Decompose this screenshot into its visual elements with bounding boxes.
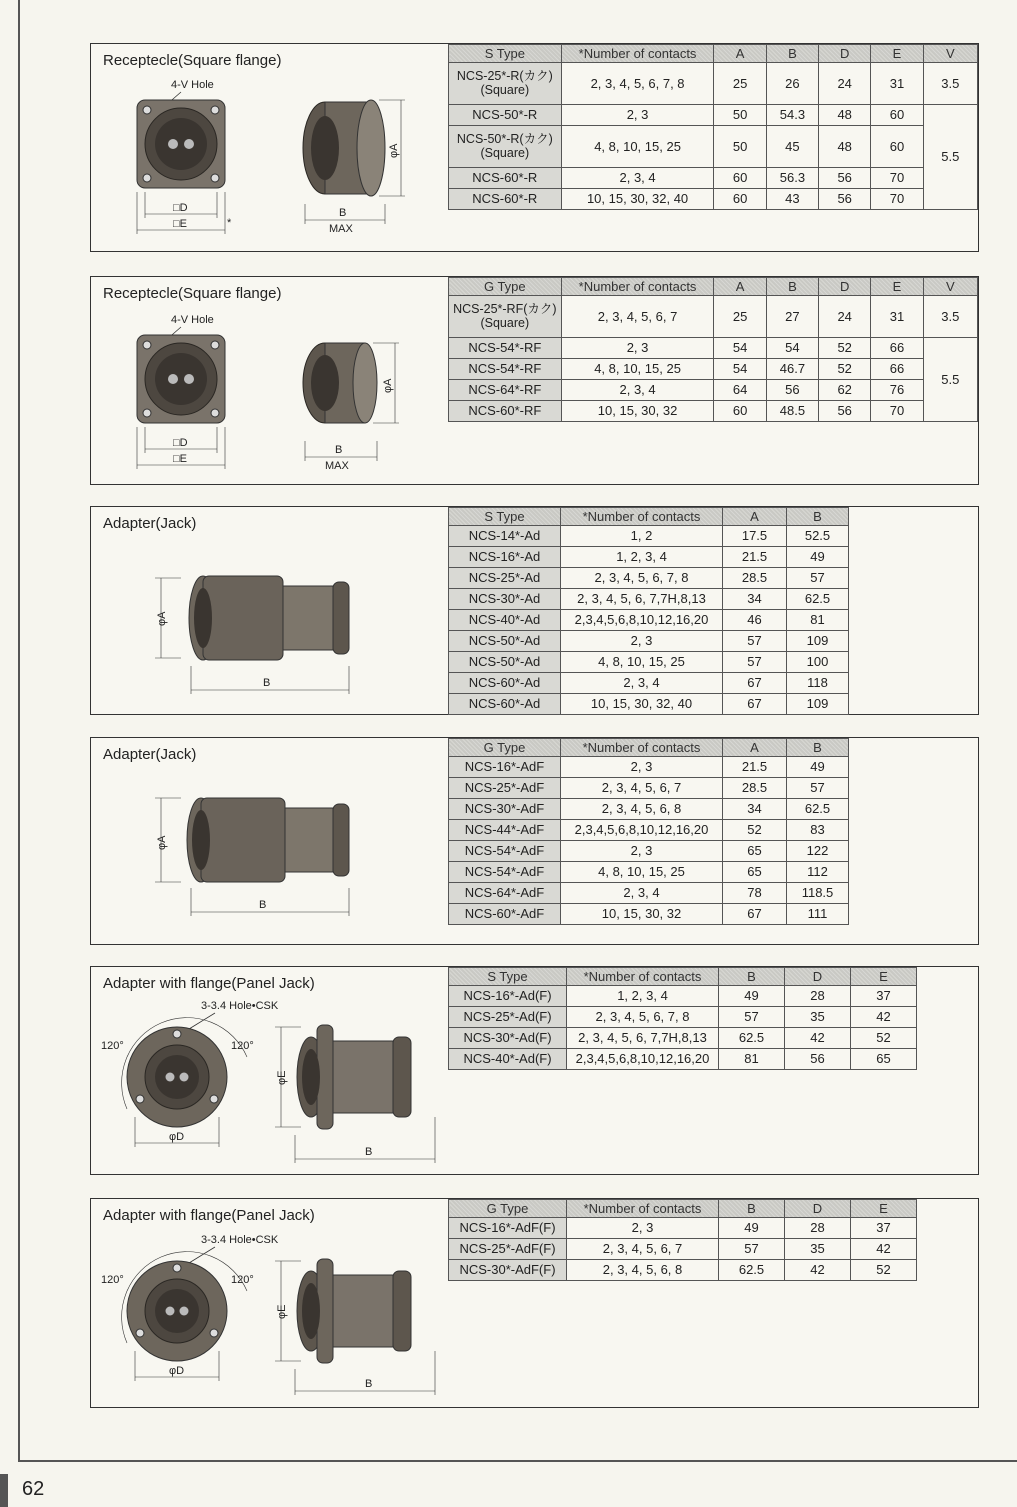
value-cell: 17.5 <box>723 526 787 547</box>
table-row <box>449 820 849 841</box>
contacts-cell: 2, 3, 4, 5, 6, 8 <box>561 799 723 820</box>
type-cell: NCS-60*-AdF <box>449 904 561 925</box>
value-cell: 56 <box>766 380 818 401</box>
value-cell: 118 <box>787 673 849 694</box>
v-cell: 5.5 <box>923 338 977 422</box>
header-type: G Type <box>449 278 562 296</box>
header-b: B <box>766 278 818 296</box>
value-cell: 112 <box>787 862 849 883</box>
table-row <box>449 568 849 589</box>
table-row <box>449 986 917 1007</box>
value-cell: 49 <box>719 986 785 1007</box>
value-cell: 83 <box>787 820 849 841</box>
section-title: Receptecle(Square flange) <box>103 285 282 302</box>
page-edge-mark <box>0 1474 8 1507</box>
header-e: E <box>851 1200 917 1218</box>
type-cell: NCS-54*-RF <box>449 338 562 359</box>
table-row <box>449 1239 917 1260</box>
section-title: Adapter(Jack) <box>103 515 197 532</box>
type-cell: NCS-30*-AdF <box>449 799 561 820</box>
value-cell: 66 <box>871 359 923 380</box>
table-row <box>449 1028 917 1049</box>
value-cell: 60 <box>714 189 766 210</box>
type-cell: NCS-54*-AdF <box>449 841 561 862</box>
header-e: E <box>871 45 923 63</box>
section-title: Adapter with flange(Panel Jack) <box>103 1207 315 1224</box>
value-cell: 56 <box>819 189 871 210</box>
value-cell: 54 <box>714 338 766 359</box>
value-cell: 24 <box>819 63 871 105</box>
header-b: B <box>787 508 849 526</box>
value-cell: 81 <box>787 610 849 631</box>
contacts-cell: 2, 3, 4, 5, 6, 7,7H,8,13 <box>567 1028 719 1049</box>
type-cell: NCS-44*-AdF <box>449 820 561 841</box>
table-row <box>449 526 849 547</box>
value-cell: 54.3 <box>766 105 818 126</box>
angle-left-label: 120° <box>101 1040 124 1052</box>
value-cell: 57 <box>719 1007 785 1028</box>
type-cell: NCS-60*-Ad <box>449 694 561 715</box>
section-title: Adapter with flange(Panel Jack) <box>103 975 315 992</box>
hole-label: 4-V Hole <box>171 79 214 91</box>
table-row <box>449 63 978 105</box>
table-row <box>449 673 849 694</box>
value-cell: 70 <box>871 189 923 210</box>
contacts-cell: 4, 8, 10, 15, 25 <box>561 862 723 883</box>
contacts-cell: 2, 3 <box>561 757 723 778</box>
value-cell: 21.5 <box>723 757 787 778</box>
value-cell: 56 <box>785 1049 851 1070</box>
header-type: S Type <box>449 45 562 63</box>
dim-d-label: □D <box>173 437 188 449</box>
table-row <box>449 631 849 652</box>
table-row <box>449 841 849 862</box>
table-row <box>449 652 849 673</box>
dim-a-label: φA <box>382 378 394 393</box>
header-contacts: *Number of contacts <box>567 968 719 986</box>
type-cell: NCS-50*-Ad <box>449 631 561 652</box>
table-row <box>449 547 849 568</box>
value-cell: 64 <box>714 380 766 401</box>
type-cell: NCS-25*-AdF <box>449 778 561 799</box>
section-title: Receptecle(Square flange) <box>103 52 282 69</box>
value-cell: 31 <box>871 63 923 105</box>
value-cell: 27 <box>766 296 818 338</box>
value-cell: 46 <box>723 610 787 631</box>
angle-right-label: 120° <box>231 1274 254 1286</box>
contacts-cell: 4, 8, 10, 15, 25 <box>561 359 714 380</box>
header-contacts: *Number of contacts <box>567 1200 719 1218</box>
type-cell: NCS-54*-AdF <box>449 862 561 883</box>
header-contacts: *Number of contacts <box>561 508 723 526</box>
value-cell: 26 <box>766 63 818 105</box>
header-a: A <box>723 739 787 757</box>
value-cell: 65 <box>851 1049 917 1070</box>
value-cell: 48.5 <box>766 401 818 422</box>
table-row <box>449 189 978 210</box>
header-type: G Type <box>449 1200 567 1218</box>
type-cell: NCS-25*-Ad <box>449 568 561 589</box>
type-cell: NCS-25*-RF(カク)(Square) <box>449 296 562 338</box>
table-row <box>449 862 849 883</box>
value-cell: 28 <box>785 1218 851 1239</box>
value-cell: 28 <box>785 986 851 1007</box>
contacts-cell: 2, 3, 4 <box>561 168 714 189</box>
type-cell: NCS-16*-AdF <box>449 757 561 778</box>
type-cell: NCS-60*-R <box>449 189 562 210</box>
value-cell: 52 <box>851 1260 917 1281</box>
contacts-cell: 2, 3 <box>561 338 714 359</box>
type-cell: NCS-16*-AdF(F) <box>449 1218 567 1239</box>
section-title: Adapter(Jack) <box>103 746 197 763</box>
contacts-cell: 1, 2, 3, 4 <box>567 986 719 1007</box>
value-cell: 60 <box>871 126 923 168</box>
value-cell: 52.5 <box>787 526 849 547</box>
value-cell: 57 <box>723 652 787 673</box>
value-cell: 66 <box>871 338 923 359</box>
value-cell: 62.5 <box>719 1260 785 1281</box>
value-cell: 25 <box>714 63 766 105</box>
header-type: S Type <box>449 508 561 526</box>
contacts-cell: 10, 15, 30, 32 <box>561 401 714 422</box>
value-cell: 45 <box>766 126 818 168</box>
value-cell: 52 <box>819 359 871 380</box>
type-cell: NCS-25*-R(カク)(Square) <box>449 63 562 105</box>
value-cell: 122 <box>787 841 849 862</box>
section-adapter-jack-s-type <box>90 506 979 715</box>
type-cell: NCS-54*-RF <box>449 359 562 380</box>
hole-label: 3-3.4 Hole•CSK <box>201 1234 279 1246</box>
contacts-cell: 10, 15, 30, 32, 40 <box>561 694 723 715</box>
value-cell: 60 <box>714 168 766 189</box>
value-cell: 78 <box>723 883 787 904</box>
contacts-cell: 2, 3 <box>561 105 714 126</box>
value-cell: 67 <box>723 904 787 925</box>
value-cell: 67 <box>723 694 787 715</box>
section-adapter-jack-g-type <box>90 737 979 945</box>
hole-label: 3-3.4 Hole•CSK <box>201 1000 279 1012</box>
header-b: B <box>719 968 785 986</box>
value-cell: 37 <box>851 986 917 1007</box>
table-row <box>449 380 978 401</box>
value-cell: 48 <box>819 105 871 126</box>
contacts-cell: 4, 8, 10, 15, 25 <box>561 126 714 168</box>
type-cell: NCS-50*-R <box>449 105 562 126</box>
value-cell: 43 <box>766 189 818 210</box>
spec-table <box>448 1199 917 1281</box>
value-cell: 56 <box>819 168 871 189</box>
section-receptacle-g-type <box>90 276 979 485</box>
receptacle-square-drawing <box>129 74 429 244</box>
value-cell: 57 <box>723 631 787 652</box>
header-d: D <box>819 45 871 63</box>
dim-b-label: B <box>365 1146 373 1158</box>
table-row <box>449 401 978 422</box>
header-v: V <box>923 45 977 63</box>
contacts-cell: 2, 3, 4, 5, 6, 7,7H,8,13 <box>561 589 723 610</box>
contacts-cell: 2, 3, 4, 5, 6, 8 <box>567 1260 719 1281</box>
value-cell: 70 <box>871 168 923 189</box>
dim-b-label: B <box>263 677 271 689</box>
adapter-jack-drawing <box>151 788 371 928</box>
type-cell: NCS-30*-Ad <box>449 589 561 610</box>
contacts-cell: 2, 3 <box>561 841 723 862</box>
note-mark: * <box>227 217 232 229</box>
table-row <box>449 1260 917 1281</box>
type-cell: NCS-50*-R(カク)(Square) <box>449 126 562 168</box>
type-cell: NCS-25*-Ad(F) <box>449 1007 567 1028</box>
value-cell: 100 <box>787 652 849 673</box>
dim-a-label: φA <box>388 143 400 158</box>
value-cell: 49 <box>719 1218 785 1239</box>
value-cell: 35 <box>785 1007 851 1028</box>
section-adapter-flange-g-type <box>90 1198 979 1408</box>
header-type: S Type <box>449 968 567 986</box>
value-cell: 57 <box>787 568 849 589</box>
value-cell: 37 <box>851 1218 917 1239</box>
header-v: V <box>923 278 977 296</box>
value-cell: 54 <box>714 359 766 380</box>
value-cell: 42 <box>785 1260 851 1281</box>
value-cell: 34 <box>723 589 787 610</box>
contacts-cell: 1, 2 <box>561 526 723 547</box>
table-row <box>449 757 849 778</box>
table-row <box>449 589 849 610</box>
contacts-cell: 2, 3, 4, 5, 6, 7 <box>567 1239 719 1260</box>
table-row <box>449 1218 917 1239</box>
type-cell: NCS-16*-Ad(F) <box>449 986 567 1007</box>
value-cell: 42 <box>785 1028 851 1049</box>
spec-table <box>448 967 917 1070</box>
value-cell: 57 <box>787 778 849 799</box>
value-cell: 67 <box>723 673 787 694</box>
table-row <box>449 1049 917 1070</box>
table-row <box>449 778 849 799</box>
hole-label: 4-V Hole <box>171 314 214 326</box>
type-cell: NCS-60*-RF <box>449 401 562 422</box>
value-cell: 56.3 <box>766 168 818 189</box>
type-cell: NCS-64*-RF <box>449 380 562 401</box>
type-cell: NCS-60*-R <box>449 168 562 189</box>
type-cell: NCS-40*-Ad <box>449 610 561 631</box>
table-row <box>449 799 849 820</box>
type-cell: NCS-16*-Ad <box>449 547 561 568</box>
value-cell: 60 <box>871 105 923 126</box>
table-row <box>449 338 978 359</box>
value-cell: 54 <box>766 338 818 359</box>
contacts-cell: 2,3,4,5,6,8,10,12,16,20 <box>561 610 723 631</box>
table-row <box>449 1007 917 1028</box>
header-b: B <box>719 1200 785 1218</box>
value-cell: 76 <box>871 380 923 401</box>
table-row <box>449 105 978 126</box>
contacts-cell: 2, 3, 4 <box>561 380 714 401</box>
adapter-flange-drawing <box>97 997 447 1169</box>
dim-b-label: B <box>339 207 347 219</box>
type-cell: NCS-40*-Ad(F) <box>449 1049 567 1070</box>
value-cell: 49 <box>787 547 849 568</box>
value-cell: 24 <box>819 296 871 338</box>
value-cell: 62.5 <box>787 799 849 820</box>
header-d: D <box>785 968 851 986</box>
value-cell: 70 <box>871 401 923 422</box>
header-contacts: *Number of contacts <box>561 278 714 296</box>
type-cell: NCS-30*-AdF(F) <box>449 1260 567 1281</box>
dim-e-label: φE <box>276 1304 288 1319</box>
v-cell: 3.5 <box>923 296 977 338</box>
table-row <box>449 883 849 904</box>
contacts-cell: 2, 3 <box>561 631 723 652</box>
value-cell: 62.5 <box>719 1028 785 1049</box>
table-row <box>449 610 849 631</box>
type-cell: NCS-60*-Ad <box>449 673 561 694</box>
type-cell: NCS-64*-AdF <box>449 883 561 904</box>
value-cell: 28.5 <box>723 778 787 799</box>
section-adapter-flange-s-type <box>90 966 979 1175</box>
header-a: A <box>714 45 766 63</box>
value-cell: 109 <box>787 631 849 652</box>
receptacle-square-drawing <box>129 307 429 477</box>
header-d: D <box>785 1200 851 1218</box>
spec-table <box>448 738 849 925</box>
contacts-cell: 2, 3, 4, 5, 6, 7, 8 <box>561 568 723 589</box>
v-cell: 5.5 <box>923 105 977 210</box>
angle-right-label: 120° <box>231 1040 254 1052</box>
adapter-flange-drawing <box>97 1229 447 1401</box>
dim-d-label: φD <box>169 1365 185 1377</box>
header-type: G Type <box>449 739 561 757</box>
angle-left-label: 120° <box>101 1274 124 1286</box>
dim-max-label: MAX <box>329 223 353 235</box>
dim-a-label: φA <box>156 611 168 626</box>
header-a: A <box>723 508 787 526</box>
table-row <box>449 904 849 925</box>
value-cell: 46.7 <box>766 359 818 380</box>
contacts-cell: 10, 15, 30, 32 <box>561 904 723 925</box>
value-cell: 60 <box>714 401 766 422</box>
value-cell: 109 <box>787 694 849 715</box>
contacts-cell: 2, 3, 4 <box>561 883 723 904</box>
value-cell: 49 <box>787 757 849 778</box>
dim-b-label: B <box>259 899 267 911</box>
value-cell: 25 <box>714 296 766 338</box>
value-cell: 62.5 <box>787 589 849 610</box>
header-d: D <box>819 278 871 296</box>
type-cell: NCS-25*-AdF(F) <box>449 1239 567 1260</box>
type-cell: NCS-30*-Ad(F) <box>449 1028 567 1049</box>
contacts-cell: 2, 3, 4, 5, 6, 7, 8 <box>561 63 714 105</box>
contacts-cell: 2, 3, 4, 5, 6, 7 <box>561 778 723 799</box>
value-cell: 62 <box>819 380 871 401</box>
dim-max-label: MAX <box>325 460 349 472</box>
spec-table <box>448 44 978 210</box>
spec-table <box>448 277 978 422</box>
value-cell: 52 <box>723 820 787 841</box>
contacts-cell: 2, 3 <box>567 1218 719 1239</box>
header-b: B <box>787 739 849 757</box>
contacts-cell: 4, 8, 10, 15, 25 <box>561 652 723 673</box>
value-cell: 81 <box>719 1049 785 1070</box>
value-cell: 42 <box>851 1239 917 1260</box>
contacts-cell: 2, 3, 4, 5, 6, 7, 8 <box>567 1007 719 1028</box>
value-cell: 21.5 <box>723 547 787 568</box>
value-cell: 50 <box>714 105 766 126</box>
dim-e-label: □E <box>173 453 187 465</box>
contacts-cell: 2,3,4,5,6,8,10,12,16,20 <box>561 820 723 841</box>
dim-e-label: φE <box>276 1070 288 1085</box>
value-cell: 48 <box>819 126 871 168</box>
value-cell: 35 <box>785 1239 851 1260</box>
value-cell: 65 <box>723 862 787 883</box>
value-cell: 50 <box>714 126 766 168</box>
table-row <box>449 168 978 189</box>
dim-b-label: B <box>335 444 343 456</box>
table-row <box>449 126 978 168</box>
value-cell: 111 <box>787 904 849 925</box>
header-contacts: *Number of contacts <box>561 739 723 757</box>
dim-b-label: B <box>365 1378 373 1390</box>
table-row <box>449 296 978 338</box>
header-contacts: *Number of contacts <box>561 45 714 63</box>
dim-d-label: □D <box>173 202 188 214</box>
dim-e-label: □E <box>173 218 187 230</box>
v-cell: 3.5 <box>923 63 977 105</box>
value-cell: 65 <box>723 841 787 862</box>
spec-table <box>448 507 849 715</box>
value-cell: 42 <box>851 1007 917 1028</box>
value-cell: 118.5 <box>787 883 849 904</box>
section-receptacle-s-type <box>90 43 979 252</box>
value-cell: 57 <box>719 1239 785 1260</box>
contacts-cell: 1, 2, 3, 4 <box>561 547 723 568</box>
header-a: A <box>714 278 766 296</box>
contacts-cell: 10, 15, 30, 32, 40 <box>561 189 714 210</box>
contacts-cell: 2, 3, 4, 5, 6, 7 <box>561 296 714 338</box>
value-cell: 56 <box>819 401 871 422</box>
header-e: E <box>851 968 917 986</box>
table-row <box>449 359 978 380</box>
contacts-cell: 2,3,4,5,6,8,10,12,16,20 <box>567 1049 719 1070</box>
value-cell: 28.5 <box>723 568 787 589</box>
value-cell: 52 <box>851 1028 917 1049</box>
type-cell: NCS-50*-Ad <box>449 652 561 673</box>
contacts-cell: 2, 3, 4 <box>561 673 723 694</box>
type-cell: NCS-14*-Ad <box>449 526 561 547</box>
value-cell: 52 <box>819 338 871 359</box>
dim-d-label: φD <box>169 1131 185 1143</box>
adapter-jack-drawing <box>151 562 371 702</box>
table-row <box>449 694 849 715</box>
page-number: 62 <box>22 1478 45 1500</box>
dim-a-label: φA <box>156 835 168 850</box>
header-e: E <box>871 278 923 296</box>
value-cell: 31 <box>871 296 923 338</box>
header-b: B <box>766 45 818 63</box>
value-cell: 34 <box>723 799 787 820</box>
